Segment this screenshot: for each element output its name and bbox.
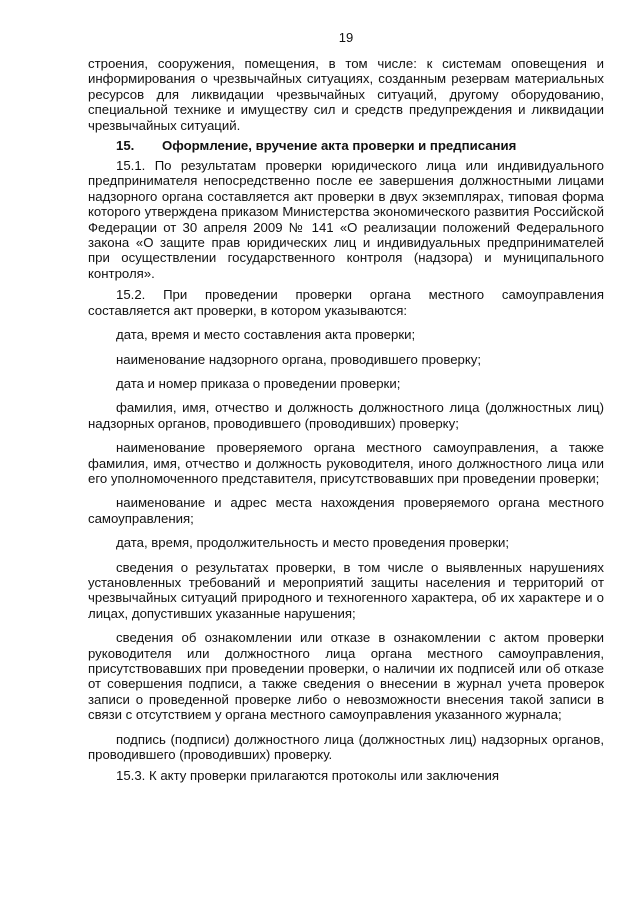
paragraph-15-3: 15.3. К акту проверки прилагаются протоколы или заключения <box>116 768 500 784</box>
paragraph-continuation: строения, сооружения, помещения, в том числе: к системам оповещения и информирования о чрезвычайных ситуациях, созданным резервам материальных ресурсов для ликвидации чрезвычайных ситуаций, другому оборудованию, специальной технике и имуществу сил и средств предупреждения и ликвидации чрезвычайных ситуаций. <box>88 56 604 133</box>
list-item-authority-name: наименование надзорного органа, проводившего проверку; <box>116 351 482 367</box>
paragraph-15-1: 15.1. По результатам проверки юридического лица или индивидуального предпринимателя непосредственно после ее завершения должностными лицами надзорного органа составляется акт проверки в двух экземплярах, типовая форма которого утверждена приказом Министерства экономического развития Российской Федерации от 30 апреля 2009 № 141 «О реализации положений Федерального закона «О защите прав юридических лиц и индивидуальных предпринимателей при осуществлении государственного контроля (надзора) и муниципального контроля». <box>88 158 604 281</box>
list-item-inspector-name: фамилия, имя, отчество и должность должностного лица (должностных лиц) надзорных органов, проводившего (проводивших) проверку; <box>88 400 604 431</box>
section-heading <box>88 138 604 154</box>
section-number: 15. <box>116 138 135 154</box>
list-item-results: сведения о результатах проверки, в том числе о выявленных нарушениях установленных требований и мероприятий защиты населения и территорий от чрезвычайных ситуаций природного и техногенного характера, об их характере и о лицах, допустивших указанные нарушения; <box>88 559 604 621</box>
list-item-order-number: дата и номер приказа о проведении проверки; <box>116 375 401 391</box>
list-item-acknowledgement: сведения об ознакомлении или отказе в ознакомлении с актом проверки руководителя или должностного лица органа местного самоуправления, присутствовавших при проведении проверки, о наличии их подписей или об отказе от совершения подписи, а также сведения о внесении в журнал учета проверок записи о проведенной проверке либо о невозможности внесения такой записи в связи с отсутствием у органа местного самоуправления указанного журнала; <box>88 630 604 723</box>
section-title: Оформление, вручение акта проверки и предписания <box>162 138 517 154</box>
list-item-inspected-body: наименование проверяемого органа местного самоуправления, а также фамилия, имя, отчество и должность руководителя, иного должностного лица или его уполномоченного представителя, присутствовавших при проведении проверки; <box>88 440 604 486</box>
page-number: 19 <box>338 30 354 45</box>
paragraph-15-2: 15.2. При проведении проверки органа местного самоуправления составляется акт проверки, в котором указываются: <box>88 287 604 318</box>
document-page <box>88 30 604 784</box>
list-item-inspection-time: дата, время, продолжительность и место проведения проверки; <box>116 535 510 551</box>
list-item-act-date: дата, время и место составления акта проверки; <box>116 327 416 343</box>
list-item-signatures: подпись (подписи) должностного лица (должностных лиц) надзорных органов, проводившего (проводивших) проверку. <box>88 731 604 763</box>
list-item-body-address: наименование и адрес места нахождения проверяемого органа местного самоуправления; <box>88 495 604 526</box>
